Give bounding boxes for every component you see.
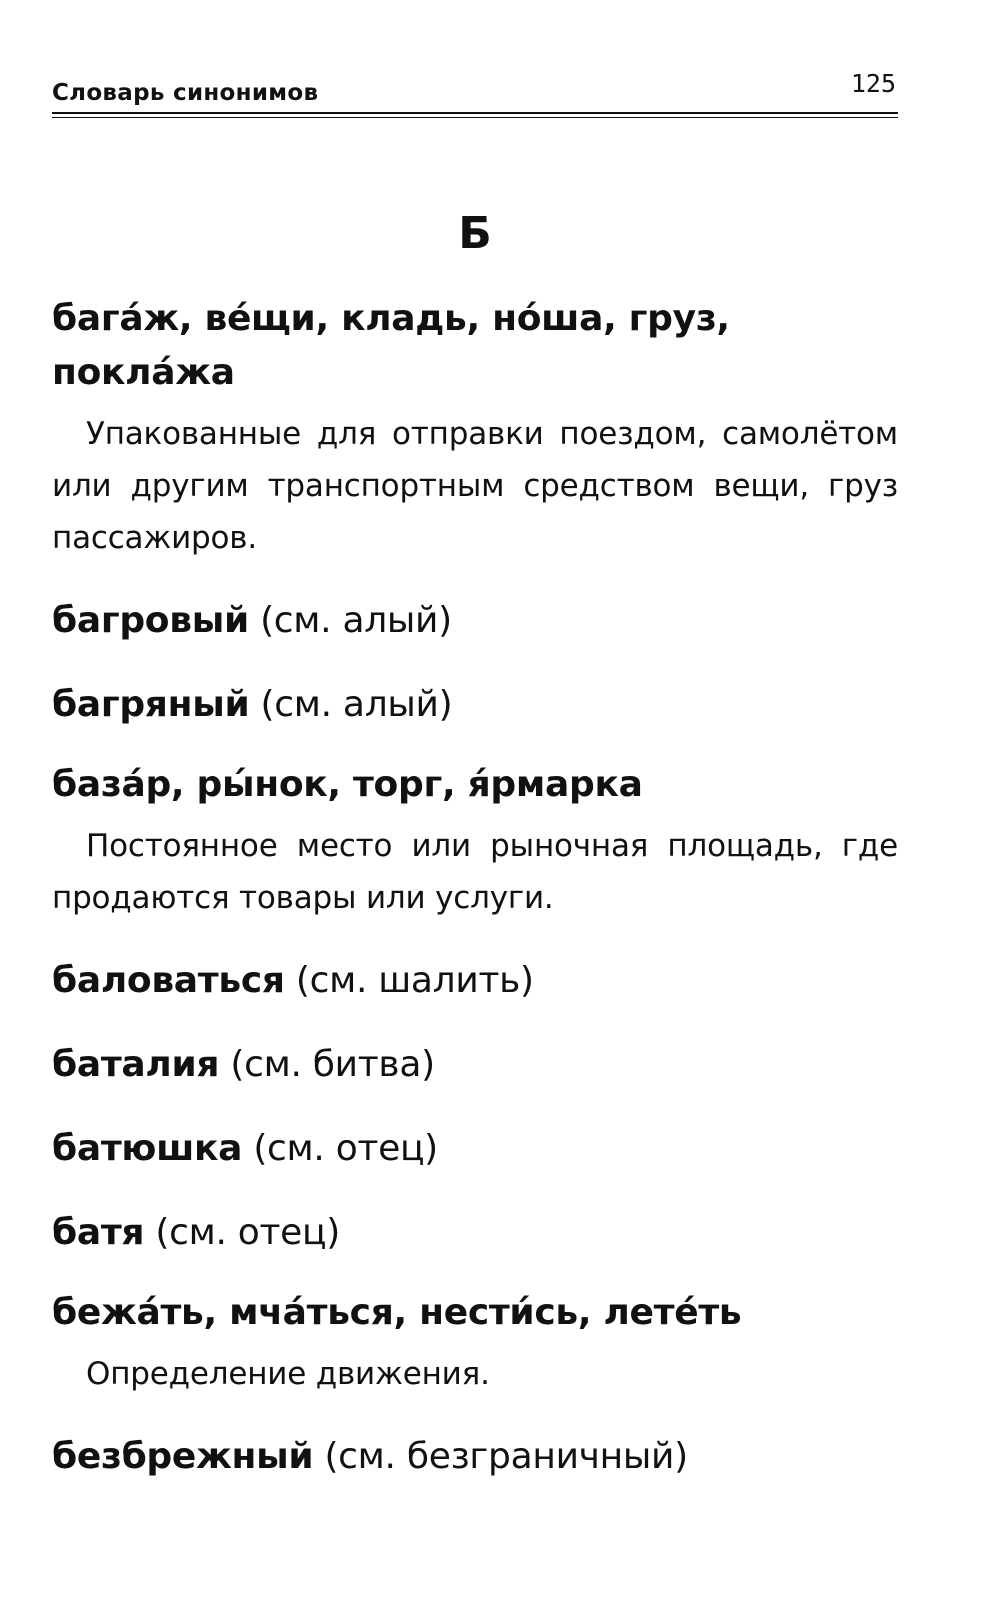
header-rule — [52, 112, 898, 118]
dictionary-page — [52, 62, 898, 1484]
entry-bezbrezhnyi — [52, 1430, 898, 1484]
entry-headword: баловаться — [52, 960, 285, 1001]
running-header — [52, 62, 898, 106]
entry-definition: Постоянное место или рыночная площадь, где продаются товары или услуги. — [52, 828, 898, 916]
entry-definition: Определение движения. — [86, 1356, 490, 1392]
entry-headword: баталия — [52, 1044, 220, 1085]
entry-headword: безбрежный — [52, 1436, 314, 1477]
entry-headword: батюшка — [52, 1128, 243, 1169]
entry-reference: (см. алый) — [260, 600, 452, 641]
entry-bazar — [52, 758, 898, 924]
entry-bagrovyi — [52, 594, 898, 648]
entry-definition: Упакованные для отправки поездом, самолётом или другим транспортным средством вещи, груз пассажиров. — [52, 416, 898, 556]
entry-headword: багряный — [52, 684, 250, 725]
entry-reference: (см. отец) — [253, 1128, 438, 1169]
entry-batya — [52, 1206, 898, 1260]
entry-headline — [52, 954, 898, 1008]
entry-bataliya — [52, 1038, 898, 1092]
entry-reference: (см. безграничный) — [324, 1436, 688, 1477]
entry-headword: база́р, ры́нок, торг, я́рмарка — [52, 764, 643, 805]
entry-headline — [52, 1430, 898, 1484]
entry-balovatsya — [52, 954, 898, 1008]
entry-headword: батя — [52, 1212, 145, 1253]
entry-reference: (см. отец) — [155, 1212, 340, 1253]
entry-reference: (см. алый) — [260, 684, 453, 725]
entry-headline — [52, 594, 898, 648]
entry-bezhat — [52, 1286, 898, 1400]
running-title: Словарь синонимов — [52, 80, 319, 106]
entry-headline — [52, 1286, 898, 1340]
entry-reference: (см. битва) — [230, 1044, 435, 1085]
entry-batyushka — [52, 1122, 898, 1176]
section-letter: Б — [458, 208, 492, 259]
entry-headword: бежа́ть, мча́ться, нести́сь, лете́ть — [52, 1292, 742, 1333]
page-number: 125 — [850, 69, 896, 98]
entry-headword: багровый — [52, 600, 249, 641]
entry-headline — [52, 1038, 898, 1092]
entry-headline — [52, 1122, 898, 1176]
entry-headline — [52, 678, 898, 732]
entry-headline — [52, 292, 898, 400]
entry-headword: бага́ж, ве́щи, кладь, но́ша, груз, покла́жа — [52, 298, 730, 393]
entry-bagazh — [52, 292, 898, 564]
entry-headline — [52, 758, 898, 812]
entry-headline — [52, 1206, 898, 1260]
entry-list — [52, 292, 898, 1484]
entry-reference: (см. шалить) — [295, 960, 534, 1001]
entry-bagryanyi — [52, 678, 898, 732]
